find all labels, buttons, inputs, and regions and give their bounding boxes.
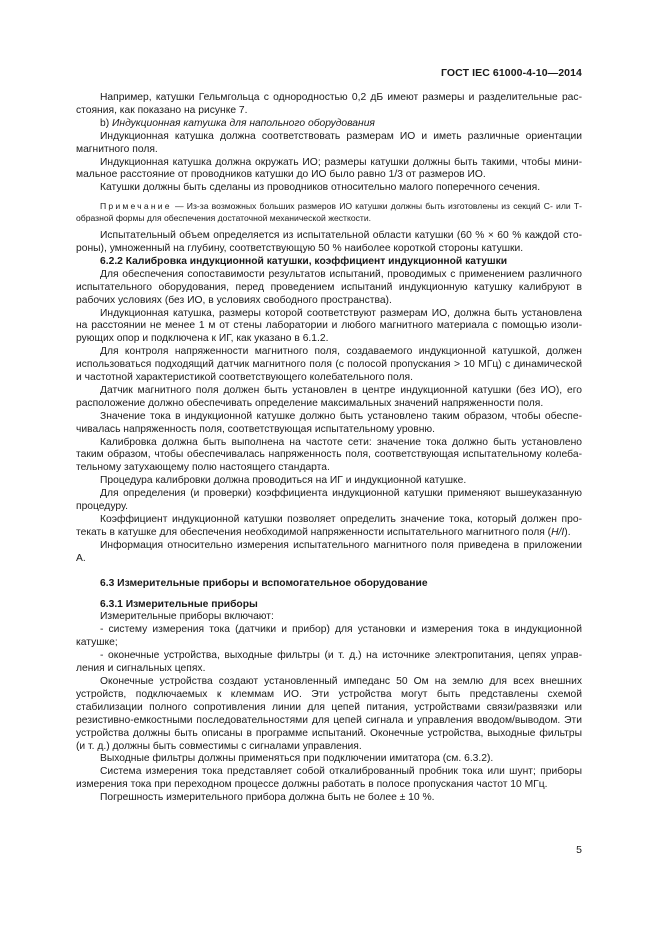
page-number: 5 (576, 844, 582, 856)
paragraph: Для определения (и проверки) коэффициента индукционной катушки применяют вышеуказанную процедуру. (76, 488, 582, 513)
paragraph: Для обеспечения сопоставимости результатов испытаний, проводимых с применением различного испытательного оборудования, перед проведением испытаний индукционную катушку калибруют в рабочих условиях (без ИО, в условиях свободного пространства). (76, 268, 582, 306)
document-body (76, 92, 582, 805)
paragraph: Калибровка должна быть выполнена на частоте сети: значение тока должно быть установлено таким образом, чтобы обеспечивалась напряженность поля, соответствующая испытательному колебательному затухающему полю настоящего стандарта. (76, 436, 582, 474)
paragraph: Например, катушки Гельмгольца с однородностью 0,2 дБ имеют размеры и разделительные расстояния, как показано на рисунке 7. (76, 92, 582, 116)
paragraph: Испытательный объем определяется из испытательной области катушки (60 % × 60 % каждой стороны), умноженный на глубину, соответствующую 50 % наиболее короткой стороны катушки. (76, 230, 582, 254)
paragraph: Выходные фильтры должны применяться при подключении имитатора (см. 6.3.2). (100, 753, 494, 765)
paragraph: Измерительные приборы включают: (100, 611, 274, 623)
paragraph (76, 514, 582, 540)
document-page (76, 0, 582, 935)
note-text: — Из-за возможных больших размеров ИО катушки должны быть изготовлены из секций С- или Т-образной формы для обеспечения достаточной механической жесткости. (76, 201, 582, 223)
paragraph: Погрешность измерительного прибора должна быть не более ± 10 %. (100, 792, 435, 804)
paragraph: Для контроля напряженности магнитного поля, создаваемого индукционной катушкой, должен использоваться подходящий датчик магнитного поля (с полосой пропускания > 10 МГц) с динамической и частотной характеристикой соответствующего колебательного поля. (76, 346, 582, 384)
document-header-id: ГОСТ IEC 61000-4-10—2014 (440, 67, 582, 79)
paragraph: Значение тока в индукционной катушке должно быть установлено таким образом, чтобы обеспечивалась напряженность поля, соответствующая испытательному уровню. (76, 410, 582, 435)
paragraph: Информация относительно измерения испытательного магнитного поля приведена в приложении А. (76, 539, 582, 564)
note-label: Примечание (100, 201, 172, 212)
paragraph: Оконечные устройства создают установленный импеданс 50 Ом на землю для всех внешних устройств, подключаемых к клеммам ИО. Эти устройства могут быть представлены схемой стабилизации полного сопротивления линии для цепей питания, устройствами связи/развязки или резистивно-емкостными последовательностями для цепей сигнала и управления вводом/выводом. Эти устройства должны быть описаны в программе испытаний. Оконечные устройства, выходные фильтры (и т. д.) должны быть совместимы с сигналами управления. (76, 675, 582, 752)
note (76, 201, 582, 224)
text-run: Коэффициент индукционной катушки позволяет определить значение тока, который должен протекать в катушке для обеспечения необходимой напряженности испытательного магнитного поля ( (76, 514, 582, 538)
paragraph: Индукционная катушка должна соответствовать размерам ИО и иметь различные ориентации магнитного поля. (76, 130, 582, 155)
paragraph: Датчик магнитного поля должен быть установлен в центре индукционной катушки (без ИО), его расположение должно обеспечивать определение максимальных значений напряженности поля. (76, 384, 582, 409)
section-heading-6-3-1: 6.3.1 Измерительные приборы (100, 598, 258, 610)
paragraph: Катушки должны быть сделаны из проводников относительно малого поперечного сечения. (100, 182, 541, 194)
paragraph: Система измерения тока представляет собой откалиброванный пробник тока или шунт; приборы измерения тока при переходном процессе должны работать в полосе пропускания частот 10 МГц. (76, 766, 582, 791)
text-run: ). (564, 526, 571, 538)
paragraph: Индукционная катушка должна окружать ИО; размеры катушки должны быть такими, чтобы минимальное расстояние от проводников катушки до ИО было равно 1/3 от размеров ИО. (76, 156, 582, 181)
list-item: - систему измерения тока (датчики и прибор) для установки и измерения тока в индукционной катушке; (76, 624, 582, 649)
formula: H/I (551, 526, 565, 538)
section-heading-6-3: 6.3 Измерительные приборы и вспомогательное оборудование (100, 577, 428, 589)
subsection-title: Индукционная катушка для напольного оборудования (112, 117, 375, 129)
paragraph: Индукционная катушка, размеры которой соответствуют размерам ИО, должна быть установлена на расстоянии не менее 1 м от стены лаборатории и любого магнитного материала с помощью изолирующих опор и подключена к ИГ, как указано в 6.1.2. (76, 307, 582, 345)
section-heading-6-2-2: 6.2.2 Калибровка индукционной катушки, коэффициент индукционной катушки (100, 255, 508, 267)
paragraph: Процедура калибровки должна проводиться на ИГ и индукционной катушке. (100, 475, 467, 487)
list-item: - оконечные устройства, выходные фильтры (и т. д.) на источнике электропитания, цепях управления и сигнальных цепях. (76, 650, 582, 675)
list-marker: b) (100, 117, 113, 129)
list-item-b (76, 118, 582, 131)
